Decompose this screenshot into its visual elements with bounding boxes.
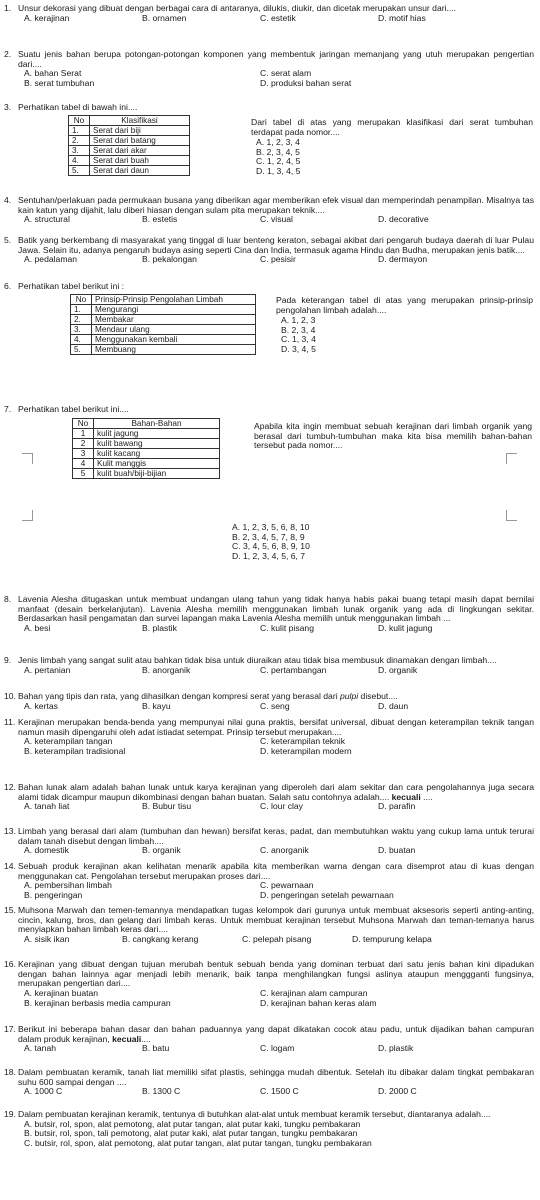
option-d[interactable]: D. tempurung kelapa [352,933,432,944]
question-15 [4,906,534,945]
question-4 [4,196,534,225]
question-14 [4,862,534,901]
question-5 [4,236,534,265]
table-row: 5. Membuang [71,345,256,355]
options-row [24,1087,534,1097]
question-6-side-text: Pada keterangan tabel di atas yang merupakan prinsip-prinsip pengolahan limbah adalah.... [276,295,533,315]
options-row [24,999,534,1009]
option-d[interactable]: D. 3, 4, 5 [281,343,316,354]
option-d[interactable]: D. motif hias [378,12,426,23]
option-a[interactable]: A. besi [24,622,51,633]
question-6-options [281,316,316,354]
question-16 [4,960,534,1009]
option-a[interactable]: A. kerajinan [24,12,70,23]
option-c[interactable]: C. 1500 C [260,1086,299,1097]
question-stem: Perhatikan tabel berikut ini.... [18,404,129,414]
option-b[interactable]: B. pengeringan [24,890,83,901]
option-c[interactable]: C. kerajinan alam campuran [260,987,368,998]
option-d[interactable]: D. 1, 2, 3, 4, 5, 6, 7 [232,550,306,561]
option-b[interactable]: B. pekalongan [142,254,197,265]
question-stem: Berikut ini beberapa bahan dasar dan bahan paduannya yang dapat dikatakan cocok atau padu, untuk dijadikan bahan campuran dalam produk kerajinan, kecuali.... [18,1024,534,1044]
question-stem: Unsur dekorasi yang dibuat dengan berbagai cara di antaranya, dilukis, diukir, dan dicetak merupakan unsur dari.... [18,3,457,13]
option-d[interactable]: D. 1, 3, 4, 5 [256,165,301,176]
question-number: 18. [4,1067,16,1077]
option-a[interactable]: A. bahan Serat [24,68,82,79]
option-a[interactable]: A. 1, 2, 3, 4 [256,137,300,147]
question-3 [4,103,534,113]
options-row [24,215,534,225]
crop-mark [506,453,517,464]
option-d[interactable]: D. parafin [378,801,416,812]
table-row: 1 kulit jagung [73,429,220,439]
options-row [24,802,534,812]
question-11 [4,718,534,757]
option-b[interactable]: B. estetis [142,214,178,225]
option-b[interactable]: B. Bubur tisu [142,801,192,812]
question-number: 3. [4,102,12,112]
question-9 [4,656,534,676]
options-row [24,624,534,634]
table-row: 3. Serat dari akar [69,146,190,156]
option-b[interactable]: B. batu [142,1043,170,1054]
question-number: 7. [4,404,12,414]
options-row [24,747,534,757]
option-c[interactable]: C. kulit pisang [260,622,314,633]
option-a[interactable]: A. sisik ikan [24,933,70,944]
question-stem: Perhatikan tabel di bawah ini.... [18,102,138,112]
option-b[interactable]: B. organik [142,845,181,856]
option-c[interactable]: C. seng [260,700,290,711]
question-18 [4,1068,534,1097]
option-c[interactable]: C. serat alam [260,68,312,79]
option-b[interactable]: B. 1300 C [142,1086,181,1097]
option-a[interactable]: A. structural [24,214,70,225]
option-b[interactable]: B. anorganik [142,664,191,675]
table-row: 5 kulit buah/biji-bijian [73,469,220,479]
question-7 [4,405,534,415]
question-stem: Muhsona Marwah dan temen-temannya mendapatkan tugas kelompok dari gurunya untuk membuat aksesoris seperti anting-anting, cincin, kalung, bros, dan gelang dari limbah keras. Untuk membuat kerajinan tersebut Muhsona Marwah dan teman-temanya harus menyiapkan bahan limbah keras dari.... [18,905,534,935]
question-stem: Lavenia Alesha ditugaskan untuk membuat undangan ulang tahun yang tidak hanya habis pakai buang tetapi masih dapat bernilai manfaat (desain berkelanjutan). Lavenia Alesha memilih menggunakan limbah lunak organik yang ada di lingkungan sekitar. Berdasarkan hasil pengamatan dan survei lapangan maka Lavenia Alesha memilih untuk menggunakan limbah ... [18,594,534,624]
option-a[interactable]: A. pembersihan limbah [24,880,112,891]
options-row [24,1044,534,1054]
option-b[interactable]: B. plastik [142,622,177,633]
option-d[interactable]: D. produksi bahan serat [260,78,352,89]
table-header-no: No [73,419,94,429]
question-number: 15. [4,905,16,915]
option-c[interactable]: C. lour clay [260,801,303,812]
question-7-options [232,523,310,561]
question-12 [4,783,534,812]
option-a[interactable]: A. 1000 C [24,1086,63,1097]
question-stem: Sebuah produk kerajinan akan kelihatan menarik apabila kita memberikan warna dengan cara disemprot atau di kuas dengan menggunakan cat. Pengolahan tersebut merupakan proses dari.... [18,861,534,881]
question-stem: Jenis limbah yang sangat sulit atau bahkan tidak bisa untuk diuraikan atau tidak bisa membusuk dinamakan dengan limbah.... [18,655,497,665]
question-number: 14. [4,861,16,871]
option-c[interactable]: C. 1, 2, 4, 5 [256,156,301,167]
option-b[interactable]: B. keterampilan tradisional [24,746,126,757]
option-d[interactable]: D. plastik [378,1043,414,1054]
options-row [24,255,534,265]
crop-mark [506,510,517,521]
option-c[interactable]: C. keterampilan teknik [260,736,346,747]
question-stem: Limbah yang berasal dari alam (tumbuhan dan hewan) bersifat keras, padat, dan membutuhkan waktu yang cukup lama untuk terurai dalam tanah disebut dengan limbah.... [18,826,534,846]
question-3-options [256,138,300,176]
question-8 [4,595,534,634]
question-17 [4,1025,534,1054]
principles-table-wrap [70,294,258,390]
crop-mark [22,453,33,464]
table-header-no: No [69,116,90,126]
option-a[interactable]: A. pedalaman [24,254,78,265]
question-number: 16. [4,959,16,969]
question-stem: Kerajinan merupakan benda-benda yang mempunyai nilai guna praktis, bersifat universal, dibuat dengan keterampilan teknik tangan namun masih dipengaruhi oleh adat istiadat setempat. Prinsip tersebut merupakan.... [18,717,534,737]
question-1 [4,4,534,24]
question-stem: Bahan lunak alam adalah bahan lunak untuk karya kerajinan yang diperoleh dari alam sekitar dan cara pengolahannya juga secara alami tidak dicampur maupun dikombinasi dengan bahan buatan. Salah satu contohnya adalah.... kecuali .... [18,782,534,802]
question-stem: Kerajinan yang dibuat dengan tujuan merubah bentuk sebuah benda yang dominan terbuat dari satu jenis bahan kini dipadukan dengan bahan lainnya agar menjadi lebih menarik, baik tanpa menghilangkan fungsi aslinya ataupun menggganti fungsinya, merupakan pengertian dari.... [18,959,534,989]
question-number: 10. [4,691,16,701]
option-c[interactable]: C. visual [260,214,293,225]
question-number: 4. [4,195,12,205]
options-row [24,891,534,901]
option-c[interactable]: C. pewarnaan [260,880,314,891]
question-10 [4,692,534,712]
question-2 [4,50,534,89]
option-c[interactable]: C. anorganik [260,845,309,856]
option-d[interactable]: D. 2000 C [378,1086,417,1097]
option-d[interactable]: D. daun [378,700,409,711]
options-row [24,935,534,945]
table-row: 1. Mengurangi [71,305,256,315]
table-header-prinsip: Prinsip-Prinsip Pengolahan Limbah [92,295,256,305]
option-a[interactable]: A. kertas [24,700,58,711]
table-header-bahan: Bahan-Bahan [94,419,220,429]
table-row: 3. Mendaur ulang [71,325,256,335]
question-6 [4,282,534,292]
option-a[interactable]: A. butsir, rol, spon, alat pemotong, alat putar tangan, alat putar kaki, tungku pembakaran [24,1118,361,1129]
classification-table [68,115,190,176]
option-d[interactable]: D. kerajinan bahan keras alam [260,997,377,1008]
option-d[interactable]: D. keterampilan modern [260,746,352,757]
option-d[interactable]: D. kulit jagung [378,622,433,633]
question-number: 6. [4,281,12,291]
option-c[interactable]: C. logam [260,1043,295,1054]
options-row [24,79,534,89]
question-19 [4,1110,534,1148]
table-header-no: No [71,295,92,305]
question-stem: Suatu jenis bahan berupa potongan-potongan komponen yang membentuk jaringan memanjang yang utuh merupakan pengertian dari.... [18,49,534,69]
principles-table [70,294,256,355]
question-stem: Bahan yang tipis dan rata, yang dihasilkan dengan kompresi serat yang berasal dari pulpi disebut.... [18,691,398,701]
option-c[interactable]: C. pesisir [260,254,296,265]
question-stem: Perhatikan tabel berikut ini : [18,281,125,291]
option-b[interactable]: B. kayu [142,700,171,711]
table-row: 5. Serat dari daun [69,166,190,176]
question-3-side-text: Dari tabel di atas yang merupakan klasifikasi dari serat tumbuhan terdapat pada nomor.... [251,117,533,137]
option-c[interactable]: C. pertambangan [260,664,327,675]
option-a[interactable]: A. tanah [24,1043,57,1054]
option-b[interactable]: B. ornamen [142,12,187,23]
table-row: 2. Membakar [71,315,256,325]
question-number: 17. [4,1024,16,1034]
question-number: 1. [4,3,12,13]
option-d[interactable]: D. dermayon [378,254,428,265]
table-row: 4. Menggunakan kembali [71,335,256,345]
option-a[interactable]: A. 1, 2, 3, 5, 6, 8, 10 [232,522,310,532]
question-7-side-text: Apabila kita ingin membuat sebuah kerajinan dari limbah organik yang berasal dari tumbuh-tumbuhan maka kita bisa memilih bahan-bahan tersebut pada nomor.... [254,421,532,451]
option-b[interactable]: B. 2, 3, 4 [281,324,316,335]
question-number: 2. [4,49,12,59]
question-number: 5. [4,235,12,245]
table-row: 3 kulit kacang [73,449,220,459]
option-a[interactable]: A. 1, 2, 3 [281,315,316,325]
question-number: 19. [4,1109,16,1119]
question-stem: Dalam pembuatan kerajinan keramik, tentunya di butuhkan alat-alat untuk membuat keramik tersebut, diantaranya adalah.... [18,1109,491,1119]
options-row [24,702,534,712]
question-number: 12. [4,782,16,792]
option-b[interactable]: B. cangkang kerang [122,933,199,944]
option-d[interactable]: D. pengeringan setelah pewarnaan [260,890,394,901]
option-b[interactable]: B. serat tumbuhan [24,78,95,89]
materials-table [72,418,220,479]
table-row: 2 kulit bawang [73,439,220,449]
table-row: 4 Kulit manggis [73,459,220,469]
table-row: 4. Serat dari buah [69,156,190,166]
question-number: 13. [4,826,16,836]
option-a[interactable]: A. kerajinan buatan [24,987,99,998]
question-number: 11. [4,717,16,727]
option-a[interactable]: A. tanah liat [24,801,70,812]
option-b[interactable]: B. kerajinan berbasis media campuran [24,997,171,1008]
option-b[interactable]: B. 2, 3, 4, 5, 7, 8, 9 [232,531,305,542]
question-number: 8. [4,594,12,604]
option-c[interactable]: C. 1, 3, 4 [281,334,316,345]
option-a[interactable]: A. domestik [24,845,69,856]
option-d[interactable]: D. buatan [378,845,416,856]
question-13 [4,827,534,856]
table-header-klasifikasi: Klasifikasi [90,116,190,126]
options-row [24,14,534,24]
option-c[interactable]: C. butsir, rol, spon, alat pemotong, alat putar tangan, alat putar tangan, tungku pembakaran [24,1137,372,1148]
option-b[interactable]: B. 2, 3, 4, 5 [256,146,300,157]
crop-mark [22,510,33,521]
option-c[interactable]: C. 3, 4, 5, 6, 8, 9, 10 [232,541,310,552]
question-number: 9. [4,655,12,665]
option-a[interactable]: A. keterampilan tangan [24,736,113,747]
table-row: 1. Serat dari biji [69,126,190,136]
option-d[interactable]: D. decorative [378,214,429,225]
question-stem: Batik yang berkembang di masyarakat yang tinggal di luar benteng keraton, sebagai akibat dari pengaruh budaya daerah di luar Pulau Jawa. Selain itu, adanya pengaruh budaya asing seperti Cina dan India, termasuk agama Hindu dan Budha, merupakan jenis batik.... [18,235,534,255]
option-a[interactable]: A. pertanian [24,664,71,675]
option-b[interactable]: B. butsir, rol, spon, tali pemotong, alat putar kaki, alat putar tangan, tungku pembakaran [24,1128,358,1139]
table-row: 2. Serat dari batang [69,136,190,146]
question-stem: Sentuhan/perlakuan pada permukaan busana yang diberikan agar memberikan efek visual dan memperindah penampilan. Misalnya tas kain katun yang dijahit, lalu diberi hiasan dengan sulam pita merupakan teknik.... [18,195,534,215]
options-row [24,846,534,856]
option-c[interactable]: C. pelepah pisang [242,933,312,944]
option-d[interactable]: D. organik [378,664,418,675]
question-stem: Dalam pembuatan keramik, tanah liat memiliki sifat plastis, sehingga mudah dibentuk. Setelah itu dibakar dalam tingkat pembakaran suhu 600 sampai dengan .... [18,1067,534,1087]
options-row [24,666,534,676]
option-c[interactable]: C. estetik [260,12,296,23]
